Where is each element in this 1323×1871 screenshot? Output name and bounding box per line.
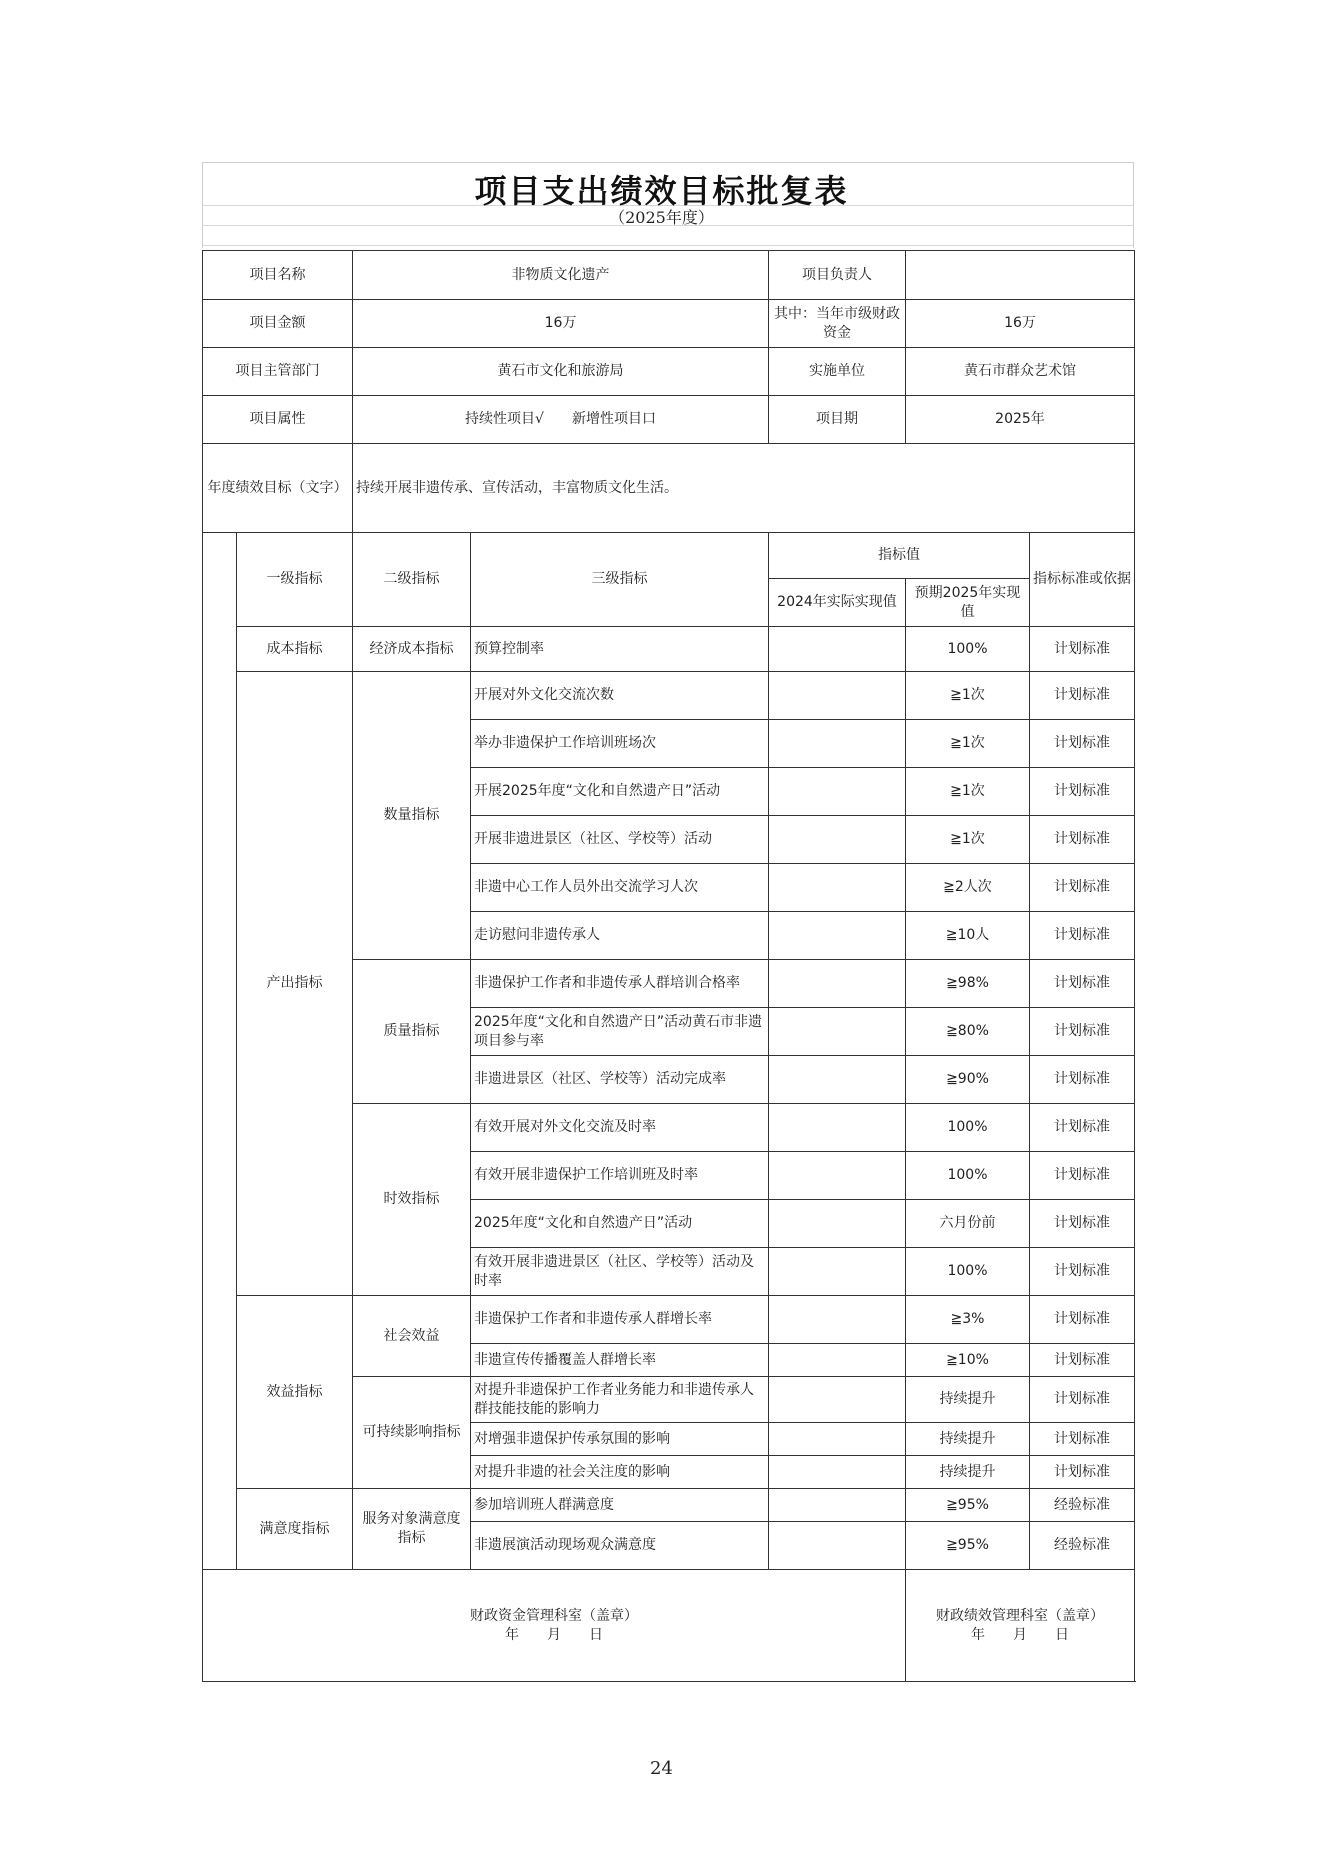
indicator-expected: ≧1次: [906, 672, 1030, 720]
page-number: 24: [650, 1758, 673, 1779]
header-expected-2025: 预期2025年实现值: [906, 579, 1030, 627]
dept-value: 黄石市文化和旅游局: [353, 348, 769, 396]
indicator-name: 对增强非遗保护传承氛围的影响: [471, 1423, 769, 1456]
impl-unit-label: 实施单位: [769, 348, 906, 396]
indicator-standard: 经验标准: [1030, 1522, 1135, 1570]
indicator-standard: 计划标准: [1030, 768, 1135, 816]
indicator-standard: 计划标准: [1030, 1104, 1135, 1152]
level2-sustainable-impact: 可持续影响指标: [353, 1377, 471, 1489]
indicator-actual: [769, 1056, 906, 1104]
indicator-standard: 计划标准: [1030, 1377, 1135, 1423]
indicator-name: 2025年度“文化和自然遗产日”活动: [471, 1200, 769, 1248]
indicator-name: 对提升非遗的社会关注度的影响: [471, 1456, 769, 1489]
indicator-expected: ≧1次: [906, 816, 1030, 864]
indicator-standard: 计划标准: [1030, 816, 1135, 864]
indicator-actual: [769, 1344, 906, 1377]
project-leader-value: [906, 251, 1135, 300]
level1-cost: 成本指标: [237, 627, 353, 672]
indicator-name: 有效开展非遗进景区（社区、学校等）活动及时率: [471, 1248, 769, 1296]
header-value: 指标值: [769, 533, 1030, 579]
indicator-actual: [769, 960, 906, 1008]
finance-performance-office-signature: [906, 1570, 1135, 1682]
indicator-name: 开展对外文化交流次数: [471, 672, 769, 720]
level2-quality: 质量指标: [353, 960, 471, 1104]
indicator-standard: 计划标准: [1030, 1152, 1135, 1200]
indicator-actual: [769, 627, 906, 672]
performance-table: [202, 250, 1135, 1682]
indicator-name: 有效开展对外文化交流及时率: [471, 1104, 769, 1152]
city-fund-label: 其中：当年市级财政资金: [769, 300, 906, 348]
indicator-expected: ≧1次: [906, 720, 1030, 768]
indicator-actual: [769, 1296, 906, 1344]
city-fund-value: 16万: [906, 300, 1135, 348]
indicator-expected: ≧3%: [906, 1296, 1030, 1344]
project-attr-value: 持续性项目√ 新增性项目口: [353, 396, 769, 444]
indicator-actual: [769, 1200, 906, 1248]
indicator-actual: [769, 912, 906, 960]
finance-performance-office: 财政绩效管理科室（盖章）: [936, 1607, 1104, 1624]
indicator-name: 预算控制率: [471, 627, 769, 672]
document-year: （2025年度）: [609, 208, 714, 227]
annual-goal-label: 年度绩效目标（文字）: [203, 444, 353, 533]
finance-fund-office-signature: [203, 1570, 906, 1682]
level2-quantity: 数量指标: [353, 672, 471, 960]
indicator-expected: ≧98%: [906, 960, 1030, 1008]
indicator-expected: 持续提升: [906, 1456, 1030, 1489]
indicator-side-column: [203, 533, 237, 1570]
indicator-name: 举办非遗保护工作培训班场次: [471, 720, 769, 768]
indicator-standard: 计划标准: [1030, 1200, 1135, 1248]
header-actual-2024: 2024年实际实现值: [769, 579, 906, 627]
indicator-standard: 计划标准: [1030, 1248, 1135, 1296]
project-period-label: 项目期: [769, 396, 906, 444]
indicator-expected: ≧90%: [906, 1056, 1030, 1104]
indicator-name: 有效开展非遗保护工作培训班及时率: [471, 1152, 769, 1200]
indicator-expected: 100%: [906, 1152, 1030, 1200]
indicator-expected: ≧10%: [906, 1344, 1030, 1377]
indicator-expected: 持续提升: [906, 1423, 1030, 1456]
indicator-name: 对提升非遗保护工作者业务能力和非遗传承人群技能技能的影响力: [471, 1377, 769, 1423]
indicator-expected: 六月份前: [906, 1200, 1030, 1248]
title-rule: [203, 245, 1133, 246]
level2-economic-cost: 经济成本指标: [353, 627, 471, 672]
indicator-actual: [769, 864, 906, 912]
level2-timeliness: 时效指标: [353, 1104, 471, 1296]
indicator-expected: ≧80%: [906, 1008, 1030, 1056]
indicator-expected: ≧2人次: [906, 864, 1030, 912]
indicator-expected: ≧10人: [906, 912, 1030, 960]
dept-label: 项目主管部门: [203, 348, 353, 396]
indicator-actual: [769, 1152, 906, 1200]
impl-unit-value: 黄石市群众艺术馆: [906, 348, 1135, 396]
project-period-value: 2025年: [906, 396, 1135, 444]
indicator-expected: ≧95%: [906, 1522, 1030, 1570]
indicator-standard: 计划标准: [1030, 1056, 1135, 1104]
indicator-name: 参加培训班人群满意度: [471, 1489, 769, 1522]
level2-service-satisfaction: 服务对象满意度指标: [353, 1489, 471, 1570]
indicator-expected: 100%: [906, 1248, 1030, 1296]
indicator-actual: [769, 816, 906, 864]
indicator-expected: 100%: [906, 627, 1030, 672]
indicator-expected: 100%: [906, 1104, 1030, 1152]
indicator-actual: [769, 1522, 906, 1570]
indicator-standard: 计划标准: [1030, 672, 1135, 720]
indicator-expected: ≧1次: [906, 768, 1030, 816]
finance-performance-date: 年 月 日: [971, 1626, 1069, 1643]
indicator-name: 非遗保护工作者和非遗传承人群培训合格率: [471, 960, 769, 1008]
level1-output: 产出指标: [237, 672, 353, 1296]
indicator-name: 走访慰问非遗传承人: [471, 912, 769, 960]
level2-social-benefit: 社会效益: [353, 1296, 471, 1377]
indicator-standard: 计划标准: [1030, 960, 1135, 1008]
indicator-name: 2025年度“文化和自然遗产日”活动黄石市非遗项目参与率: [471, 1008, 769, 1056]
indicator-actual: [769, 1008, 906, 1056]
indicator-actual: [769, 1377, 906, 1423]
indicator-standard: 计划标准: [1030, 912, 1135, 960]
finance-fund-date: 年 月 日: [505, 1626, 603, 1643]
indicator-name: 开展非遗进景区（社区、学校等）活动: [471, 816, 769, 864]
header-level1: 一级指标: [237, 533, 353, 627]
indicator-standard: 经验标准: [1030, 1489, 1135, 1522]
indicator-standard: 计划标准: [1030, 720, 1135, 768]
indicator-actual: [769, 720, 906, 768]
indicator-name: 开展2025年度“文化和自然遗产日”活动: [471, 768, 769, 816]
indicator-standard: 计划标准: [1030, 627, 1135, 672]
project-leader-label: 项目负责人: [769, 251, 906, 300]
indicator-actual: [769, 1248, 906, 1296]
project-name-label: 项目名称: [203, 251, 353, 300]
indicator-actual: [769, 1456, 906, 1489]
indicator-actual: [769, 1104, 906, 1152]
indicator-name: 非遗进景区（社区、学校等）活动完成率: [471, 1056, 769, 1104]
header-level3: 三级指标: [471, 533, 769, 627]
indicator-standard: 计划标准: [1030, 864, 1135, 912]
header-level2: 二级指标: [353, 533, 471, 627]
annual-goal-value: 持续开展非遗传承、宣传活动，丰富物质文化生活。: [353, 444, 1135, 533]
level1-satisfaction: 满意度指标: [237, 1489, 353, 1570]
indicator-standard: 计划标准: [1030, 1008, 1135, 1056]
project-attr-label: 项目属性: [203, 396, 353, 444]
project-name-value: 非物质文化遗产: [353, 251, 769, 300]
indicator-name: 非遗宣传传播覆盖人群增长率: [471, 1344, 769, 1377]
indicator-expected: 持续提升: [906, 1377, 1030, 1423]
indicator-name: 非遗中心工作人员外出交流学习人次: [471, 864, 769, 912]
finance-fund-office: 财政资金管理科室（盖章）: [470, 1607, 638, 1624]
indicator-name: 非遗展演活动现场观众满意度: [471, 1522, 769, 1570]
project-amount-value: 16万: [353, 300, 769, 348]
indicator-actual: [769, 1489, 906, 1522]
indicator-actual: [769, 672, 906, 720]
indicator-expected: ≧95%: [906, 1489, 1030, 1522]
level1-benefit: 效益指标: [237, 1296, 353, 1489]
indicator-standard: 计划标准: [1030, 1296, 1135, 1344]
indicator-standard: 计划标准: [1030, 1344, 1135, 1377]
indicator-standard: 计划标准: [1030, 1456, 1135, 1489]
header-standard: 指标标准或依据: [1030, 533, 1135, 627]
indicator-standard: 计划标准: [1030, 1423, 1135, 1456]
document-title: 项目支出绩效目标批复表: [474, 172, 849, 210]
project-amount-label: 项目金额: [203, 300, 353, 348]
indicator-actual: [769, 1423, 906, 1456]
indicator-name: 非遗保护工作者和非遗传承人群增长率: [471, 1296, 769, 1344]
indicator-actual: [769, 768, 906, 816]
